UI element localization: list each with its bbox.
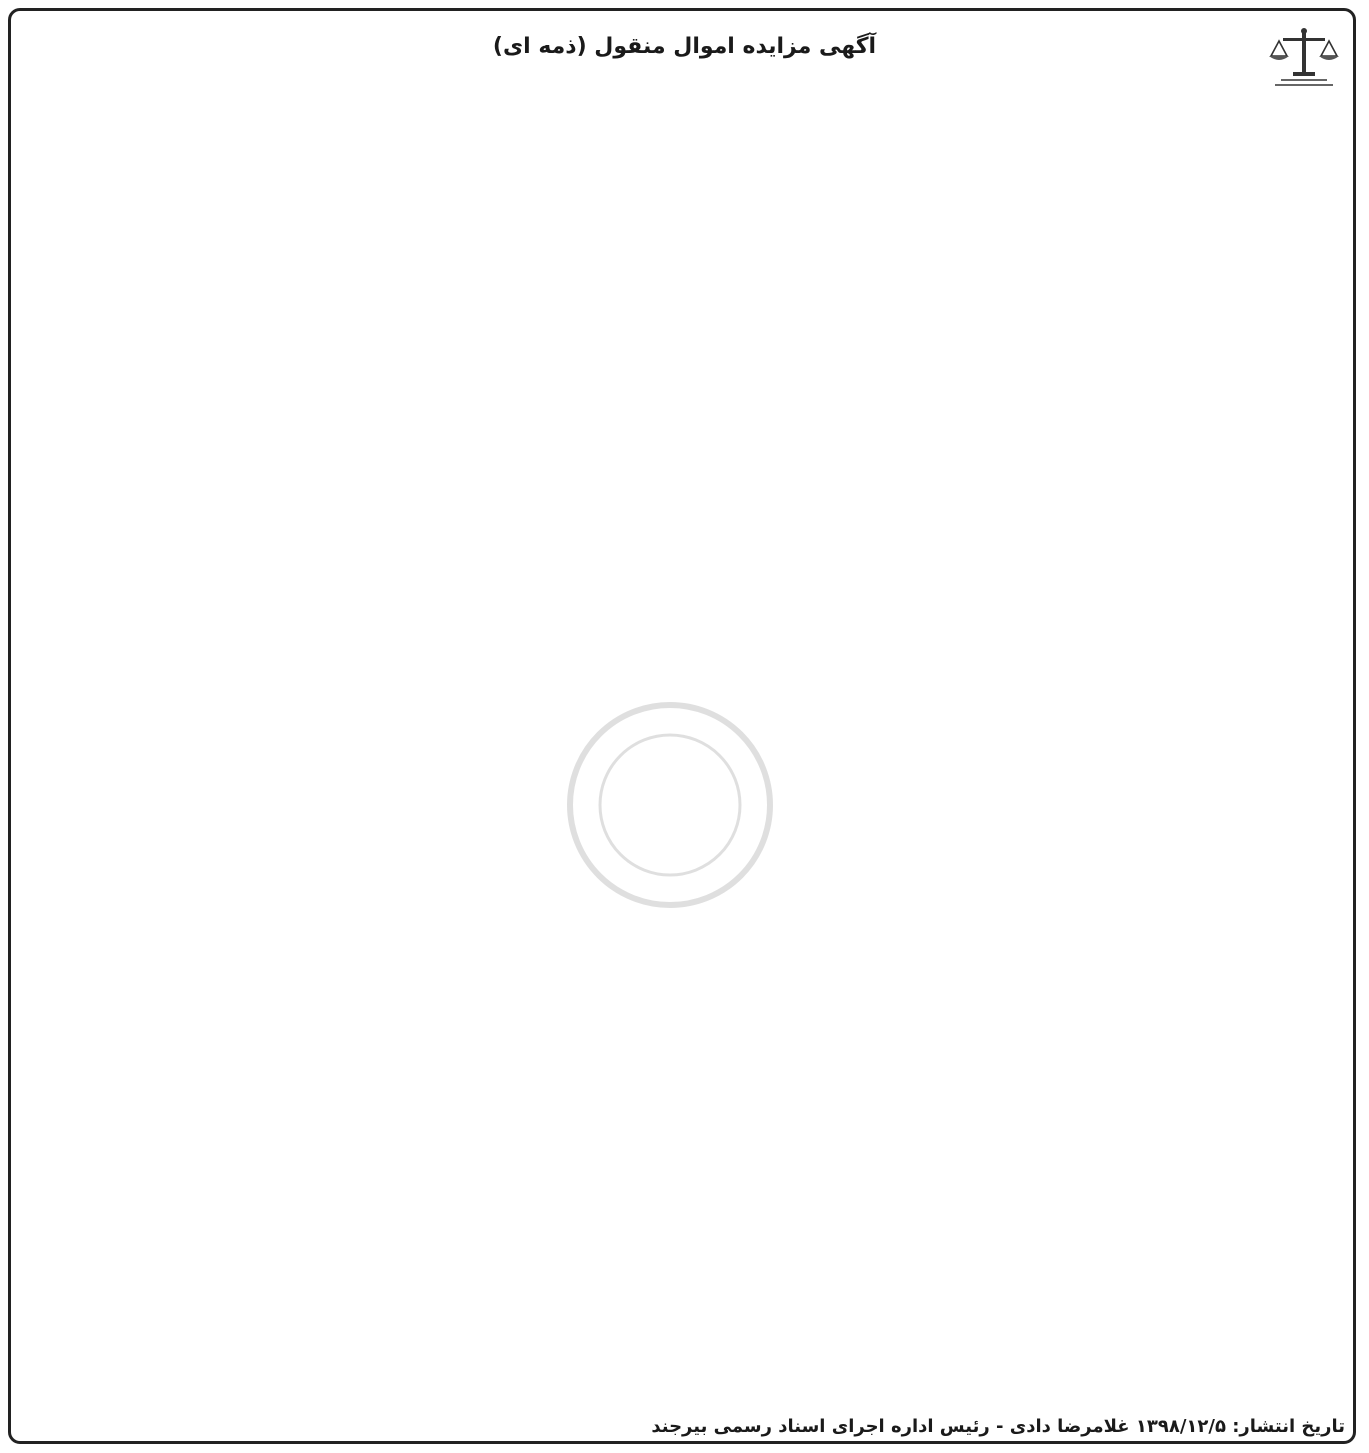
body-line	[22, 596, 1249, 625]
body-line	[22, 798, 1249, 827]
body-line	[22, 423, 1249, 452]
announcement-title: آگهی مزایده اموال منقول (ذمه ای)	[492, 34, 877, 59]
body-line	[22, 1261, 1249, 1290]
body-line	[22, 1145, 1249, 1174]
body-line	[22, 452, 1249, 481]
body-line	[22, 1376, 1249, 1405]
scales-of-justice-emblem-icon	[1261, 26, 1347, 88]
body-line	[22, 105, 1249, 134]
body-line	[22, 163, 1249, 192]
body-line	[22, 856, 1249, 885]
body-line	[22, 769, 1249, 798]
body-line	[22, 1001, 1249, 1030]
body-line	[22, 1203, 1249, 1232]
body-line	[22, 972, 1249, 1001]
body-line	[22, 625, 1249, 654]
body-line	[22, 307, 1249, 336]
body-line	[22, 76, 1249, 105]
body-line	[22, 1116, 1249, 1145]
body-line	[22, 1232, 1249, 1261]
body-line	[22, 1174, 1249, 1203]
body-line	[22, 1318, 1249, 1347]
body-line	[22, 249, 1249, 278]
body-line	[22, 1087, 1249, 1116]
body-line	[22, 509, 1249, 538]
body-line	[22, 1289, 1249, 1318]
body-line	[22, 683, 1249, 712]
body-line	[22, 885, 1249, 914]
body-line	[22, 943, 1249, 972]
body-line	[22, 712, 1249, 741]
body-line	[22, 394, 1249, 423]
body-line	[22, 480, 1249, 509]
body-line	[22, 740, 1249, 769]
body-line	[22, 567, 1249, 596]
body-line	[22, 278, 1249, 307]
body-line	[22, 134, 1249, 163]
body-line	[22, 1058, 1249, 1087]
body-line	[22, 1347, 1249, 1376]
body-line	[22, 1029, 1249, 1058]
body-line	[22, 365, 1249, 394]
body-line	[22, 827, 1249, 856]
body-line	[22, 914, 1249, 943]
body-line	[22, 538, 1249, 567]
body-line	[22, 654, 1249, 683]
announcement-footer: تاریخ انتشار: ۱۳۹۸/۱۲/۵ غلامرضا دادی - رئیس اداره اجرای اسناد رسمی بیرجند	[651, 1416, 1345, 1437]
body-line	[22, 220, 1249, 249]
body-line	[22, 192, 1249, 221]
body-line	[22, 336, 1249, 365]
announcement-body	[22, 76, 1249, 1413]
